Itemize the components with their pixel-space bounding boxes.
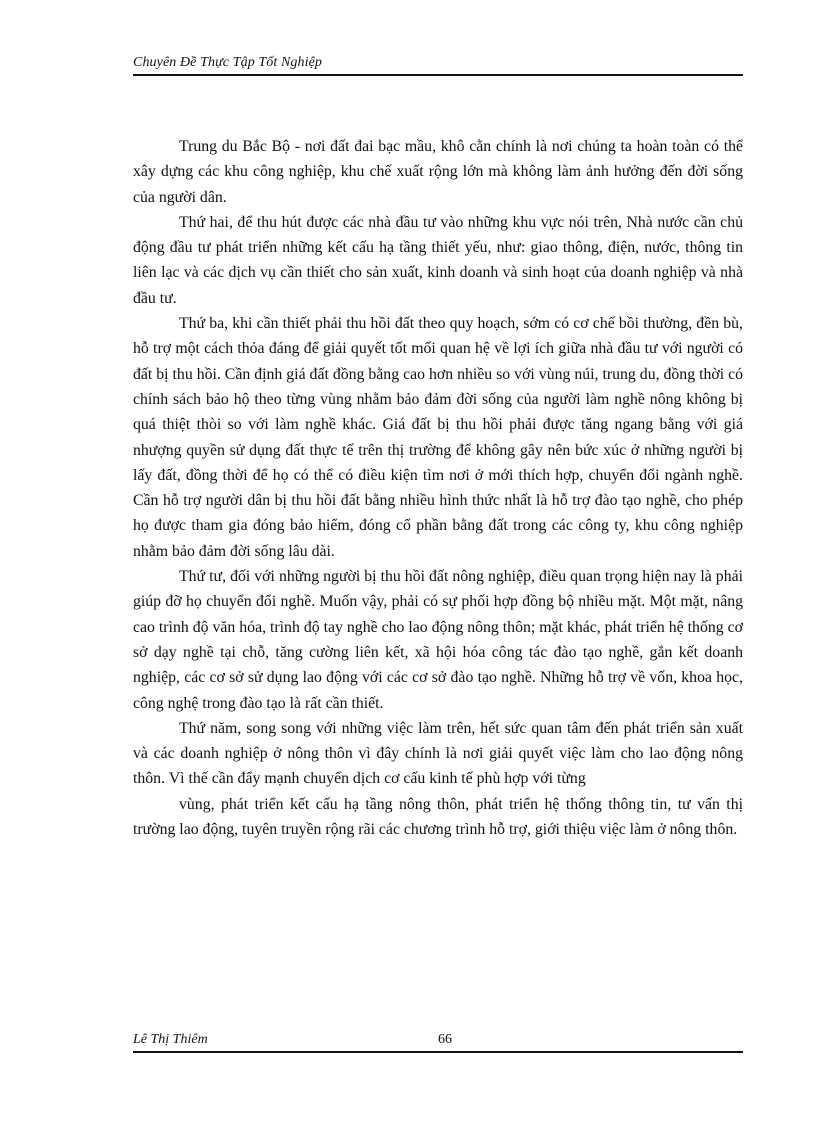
page-footer [133,1031,743,1053]
page-number: 66 [438,1032,452,1047]
page-header [133,52,743,76]
paragraph-3: Thứ ba, khi cần thiết phải thu hồi đất theo quy hoạch, sớm có cơ chế bồi thường, đền bù, hỗ trợ một cách thỏa đáng để giải quyết tốt mối quan hệ về lợi ích giữa nhà đầu tư với người có đất bị thu hồi. Cần định giá đất đồng bằng cao hơn nhiều so với vùng núi, trung du, đồng thời có chính sách bảo hộ theo từng vùng nhằm bảo đảm đời sống của người làm nghề nông không bị quá thiệt thòi so với làm nghề khác. Giá đất bị thu hồi phải được tăng ngang bằng với giá nhượng quyền sử dụng đất thực tế trên thị trường để không gây nên bức xúc ở những người bị lấy đất, đồng thời để họ có thể có điều kiện tìm nơi ở mới thích hợp, chuyển đổi ngành nghề. Cần hỗ trợ người dân bị thu hồi đất bằng nhiều hình thức nhất là hỗ trợ đào tạo nghề, cho phép họ được tham gia đóng bảo hiểm, đóng cổ phần bằng đất trong các công ty, khu công nghiệp nhằm bảo đảm đời sống lâu dài. [133,315,743,560]
paragraph-1: Trung du Bắc Bộ - nơi đất đai bạc mầu, khô cằn chính là nơi chúng ta hoàn toàn có thể xây dựng các khu công nghiệp, khu chế xuất rộng lớn mà không làm ảnh hưởng đến đời sống của người dân. [133,138,743,206]
paragraph-2: Thứ hai, để thu hút được các nhà đầu tư vào những khu vực nói trên, Nhà nước cần chủ động đầu tư phát triển những kết cấu hạ tầng thiết yếu, như: giao thông, điện, nước, thông tin liên lạc và các dịch vụ cần thiết cho sản xuất, kinh doanh và sinh hoạt của doanh nghiệp và nhà đầu tư. [133,213,743,307]
paragraph-6: vùng, phát triển kết cấu hạ tầng nông thôn, phát triển hệ thống thông tin, tư vấn thị trường lao động, tuyên truyền rộng rãi các chương trình hỗ trợ, giới thiệu việc làm ở nông thôn. [133,795,743,839]
header-title: Chuyên Đề Thực Tập Tốt Nghiệp [133,55,323,70]
paragraph-5: Thứ năm, song song với những việc làm trên, hết sức quan tâm đến phát triển sản xuất và các doanh nghiệp ở nông thôn vì đây chính là nơi giải quyết việc làm cho lao động nông thôn. Vì thế cần đẩy mạnh chuyển dịch cơ cấu kinh tế phù hợp với từng [133,719,743,788]
document-body [133,134,743,842]
footer-author: Lê Thị Thiêm [133,1032,208,1047]
paragraph-4: Thứ tư, đối với những người bị thu hồi đất nông nghiệp, điều quan trọng hiện nay là phải giúp đỡ họ chuyển đổi nghề. Muốn vậy, phải có sự phối hợp đồng bộ nhiều mặt. Một mặt, nâng cao trình độ văn hóa, trình độ tay nghề cho lao động nông thôn; mặt khác, phát triển hệ thống cơ sở dạy nghề tại chỗ, tăng cường liên kết, xã hội hóa công tác đào tạo nghề, gắn kết doanh nghiệp, các cơ sở sử dụng lao động với các cơ sở đào tạo nghề. Những hỗ trợ về vốn, khoa học, công nghệ trong đào tạo là rất cần thiết. [133,568,743,712]
